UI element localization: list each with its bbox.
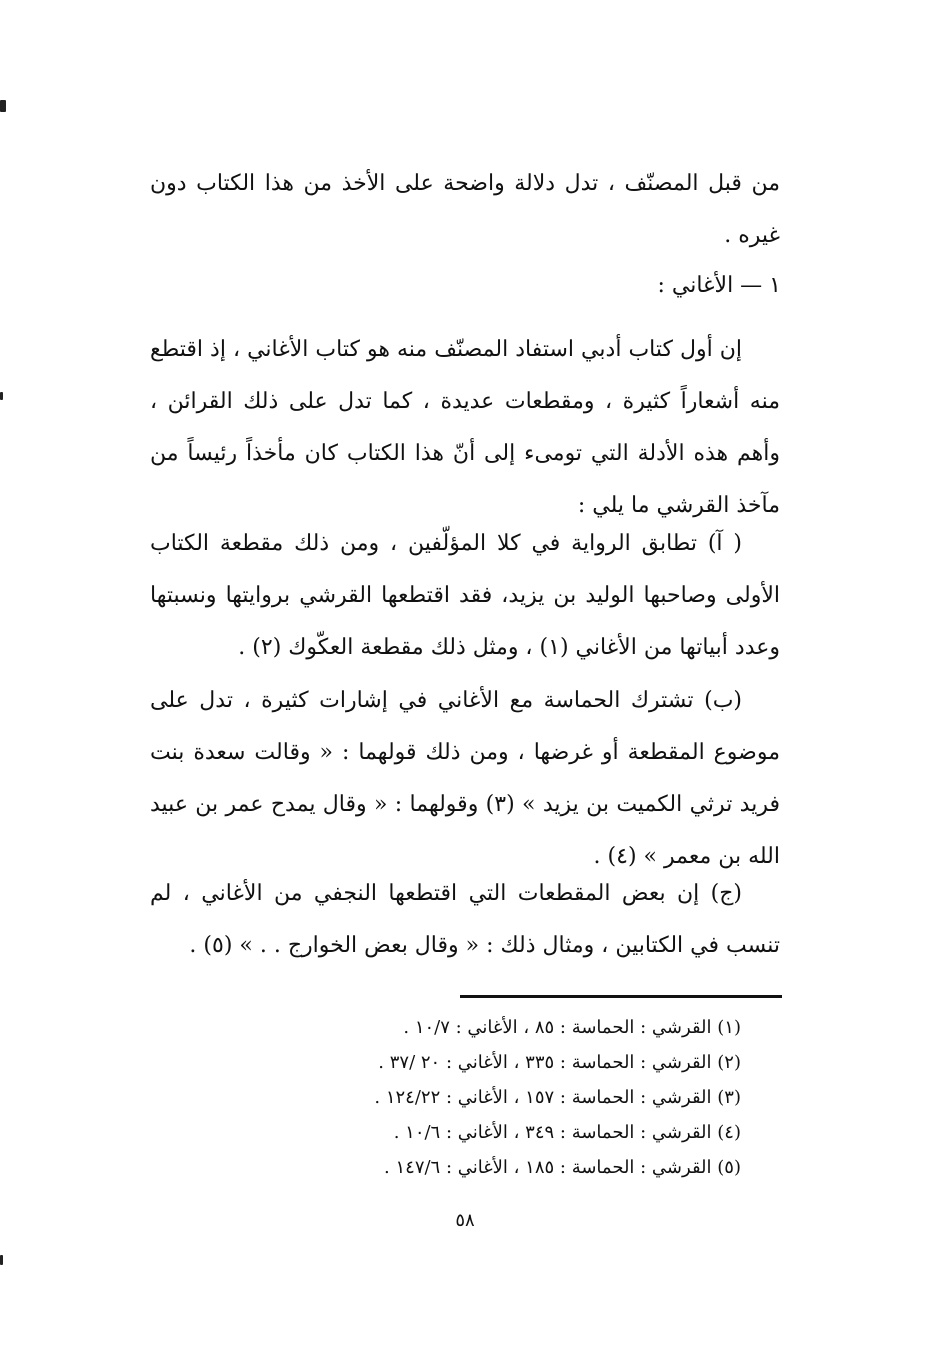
section-heading: ١ — الأغاني :: [657, 273, 781, 298]
scan-edge-mark: [0, 1255, 3, 1265]
paragraph-c-text: (ج) إن بعض المقطعات التي اقتطعها النجفي من الأغاني ، لم تنسب في الكتابين ، ومثال ذلك : « وقال بعض الخوارج . . » (٥) .: [150, 881, 780, 958]
footnote-item: (٥) القرشي : الحماسة : ١٨٥ ، الأغاني : ١٤٧/٦ .: [384, 1157, 741, 1178]
footnote-item: (١) القرشي : الحماسة : ٨٥ ، الأغاني : ١٠/٧ .: [403, 1017, 741, 1038]
paragraph-b: [150, 675, 780, 883]
paragraph-b-text: (ب) تشترك الحماسة مع الأغاني في إشارات كثيرة ، تدل على موضوع المقطعة أو غرضها ، ومن ذلك قولهما : « وقالت سعدة بنت فريد ترثي الكميت بن يزيد » (٣) وقولهما : « وقال يمدح عمر بن عبيد الله بن معمر » (٤) .: [150, 688, 780, 869]
footnote-item: (٣) القرشي : الحماسة : ١٥٧ ، الأغاني : ١٢٤/٢٢ .: [374, 1087, 741, 1108]
paragraph-a: [150, 518, 780, 674]
paragraph-main-text: إن أول كتاب أدبي استفاد المصنّف منه هو كتاب الأغاني ، إذ اقتطع منه أشعاراً كثيرة ، ومقطعات عديدة ، كما تدل على ذلك القرائن ، وأهم هذه الأدلة التي تومىء إلى أنّ هذا الكتاب كان مأخذاً رئيساً من مآخذ القرشي ما يلي :: [150, 337, 780, 518]
footnote-item: (٤) القرشي : الحماسة : ٣٤٩ ، الأغاني : ١٠/٦ .: [393, 1122, 741, 1143]
page-number: ٥٨: [455, 1210, 475, 1231]
scan-edge-mark: [0, 100, 6, 112]
paragraph-main: [150, 324, 780, 532]
paragraph-c: [150, 868, 780, 972]
scan-edge-mark: [0, 392, 3, 400]
intro-paragraph: [150, 158, 780, 262]
footnote-divider: [460, 995, 782, 998]
footnote-item: (٢) القرشي : الحماسة : ٣٣٥ ، الأغاني : ٢٠ /٣٧ .: [378, 1052, 741, 1073]
footnotes: [301, 1010, 741, 1185]
intro-text: من قبل المصنّف ، تدل دلالة واضحة على الأخذ من هذا الكتاب دون غيره .: [150, 171, 780, 248]
paragraph-a-text: ( آ) تطابق الرواية في كلا المؤلّفين ، ومن ذلك مقطعة الكتاب الأولى وصاحبها الوليد بن يزيد، فقد اقتطعها القرشي بروايتها ونسبتها وعدد أبياتها من الأغاني (١) ، ومثل ذلك مقطعة العكّوك (٢) .: [150, 531, 780, 660]
